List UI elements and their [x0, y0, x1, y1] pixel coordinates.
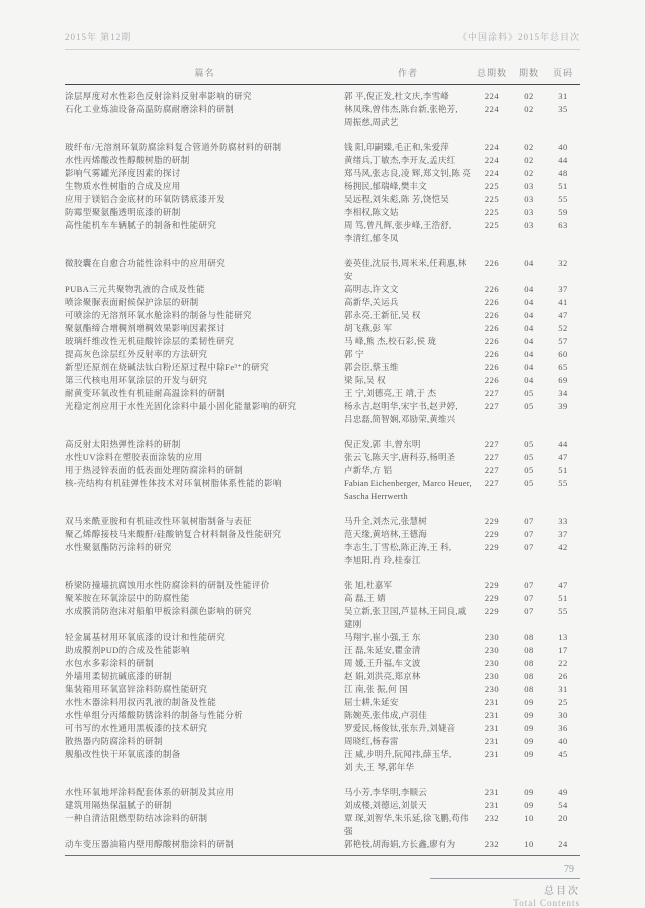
issue-number: 04 [524, 336, 534, 346]
volume-number: 230 [484, 645, 500, 655]
page-number: 47 [558, 310, 568, 320]
table-row [65, 657, 580, 670]
table-row [65, 605, 580, 631]
issue-number: 02 [524, 104, 534, 114]
volume-number: 226 [484, 336, 500, 346]
volume-number: 231 [484, 710, 500, 720]
table-row [65, 451, 580, 464]
article-authors: 高新华,关运兵 [344, 297, 399, 307]
article-authors: 屈士耕,朱延安 [344, 697, 399, 707]
article-title: 水成膜消防泡沫对船舶甲板涂料颜色影响的研究 [65, 606, 252, 616]
table-row [65, 335, 580, 348]
table-row [65, 515, 580, 528]
article-title: 影响气雾罐光泽度因素的探讨 [65, 168, 181, 178]
table-row [65, 683, 580, 696]
page-number: 57 [558, 336, 568, 346]
article-authors: 周 媛,王升福,车文波 [344, 658, 421, 668]
article-title: 防霉型聚氨酯透明底漆的研制 [65, 207, 181, 217]
page-number: 51 [558, 465, 568, 475]
page-footer [65, 864, 580, 908]
volume-number: 231 [484, 787, 500, 797]
volume-number: 229 [484, 606, 500, 616]
volume-number: 224 [484, 104, 500, 114]
volume-number: 227 [484, 452, 500, 462]
issue-number: 08 [524, 671, 534, 681]
issue-number: 05 [524, 439, 534, 449]
toc-table [65, 66, 580, 856]
table-row [65, 348, 580, 361]
page-number: 34 [558, 388, 568, 398]
table-row [65, 670, 580, 683]
page-number: 52 [558, 323, 568, 333]
article-authors: 郑马风,张志良,凌 辉,郑文钊,陈 亮 [344, 168, 472, 178]
article-title: 第三代核电用环氧涂层的开发与研究 [65, 375, 208, 385]
article-authors: 周晓红,杨春雷 [344, 736, 399, 746]
article-title: 石化工业炼油设备高温防腐耐磨涂料的研制 [65, 104, 235, 114]
issue-number: 05 [524, 388, 534, 398]
article-authors: 郭 平,倪正发,杜文庆,李雪峰 [344, 91, 450, 101]
page-number: 60 [558, 349, 568, 359]
column-header-issue: 期数 [518, 68, 539, 78]
issue-number: 03 [524, 220, 534, 230]
article-title: 水包水多彩涂料的研制 [65, 658, 155, 668]
article-title: 水性单组分丙烯酸防锈涂料的制备与性能分析 [65, 710, 244, 720]
page-number: 22 [558, 658, 568, 668]
table-row [65, 219, 580, 245]
volume-number: 230 [484, 658, 500, 668]
page-number: 39 [558, 401, 568, 411]
issue-number: 04 [524, 284, 534, 294]
article-title: 建筑用隔热保温腻子的研制 [65, 800, 172, 810]
issue-number: 08 [524, 658, 534, 668]
article-title: 高反射太阳热弹性涂料的研制 [65, 439, 181, 449]
article-title: 聚乙烯醇接枝马来酸酐/硅酸钠复合材料制备及性能研究 [65, 529, 282, 539]
article-title: 双马来酰亚胺和有机硅改性环氧树脂制备与表征 [65, 516, 252, 526]
page-number: 48 [558, 168, 568, 178]
volume-number: 226 [484, 349, 500, 359]
article-title: 用于热浸锌表面的低表面处理防腐涂料的研制 [65, 465, 244, 475]
page-number: 49 [558, 787, 568, 797]
issue-number: 09 [524, 710, 534, 720]
article-authors: 杨拥民,郁瑞峰,樊丰文 [344, 181, 427, 191]
article-authors: 江 南,张 振,何 国 [344, 684, 408, 694]
page-number: 55 [558, 478, 568, 488]
issue-number: 05 [524, 452, 534, 462]
article-title: 耐黄变环氧改性有机硅耐高温涂料的研制 [65, 388, 226, 398]
article-title: 生物质水性树脂的合成及应用 [65, 181, 181, 191]
page-number: 24 [558, 839, 568, 849]
issue-number: 04 [524, 362, 534, 372]
volume-number: 226 [484, 284, 500, 294]
page-number: 45 [558, 749, 568, 759]
volume-number: 229 [484, 580, 500, 590]
issue-number: 02 [524, 168, 534, 178]
page-number: 31 [558, 91, 568, 101]
table-row [65, 387, 580, 400]
table-row [65, 464, 580, 477]
article-authors: 杨永吉,赵明华,宋宇书,赵尹婷, 吕忠磊,简智娴,邓励荣,黄维兴 [344, 401, 458, 424]
article-authors: 梁 际,吴 权 [344, 375, 386, 385]
article-title: 助成膜剂PUD的合成及性能影响 [65, 645, 191, 655]
table-row [65, 154, 580, 167]
issue-number: 05 [524, 478, 534, 488]
page-number: 17 [558, 645, 568, 655]
volume-number: 231 [484, 800, 500, 810]
article-title: 轻金属基材用环氧底漆的设计和性能研究 [65, 632, 226, 642]
page-number: 20 [558, 813, 568, 823]
article-authors: 郭会臣,蔡玉维 [344, 362, 399, 372]
volume-number: 227 [484, 388, 500, 398]
article-title: 核-壳结构有机硅弹性体技术对环氧树脂体系性能的影响 [65, 478, 282, 488]
table-header-row [65, 66, 580, 85]
table-row [65, 257, 580, 283]
table-row [65, 812, 580, 838]
table-row [65, 193, 580, 206]
article-title: 水性UV涂料在塑胶表面涂装的应用 [65, 452, 203, 462]
issue-number: 02 [524, 91, 534, 101]
page-number: 44 [558, 439, 568, 449]
article-authors: 黄绪兵,丁敏杰,李开友,孟庆红 [344, 155, 456, 165]
volume-number: 229 [484, 516, 500, 526]
issue-number: 07 [524, 542, 534, 552]
table-row [65, 361, 580, 374]
table-row [65, 167, 580, 180]
column-header-title: 篇名 [194, 68, 215, 78]
issue-number: 05 [524, 465, 534, 475]
column-header-page: 页码 [552, 68, 573, 78]
footer-section-title-cn: 总目次 [544, 886, 580, 897]
article-authors: 马翔宇,崔小强,王 东 [344, 632, 421, 642]
article-authors: 张 旭,杜嘉军 [344, 580, 393, 590]
table-row [65, 374, 580, 387]
volume-number: 226 [484, 310, 500, 320]
volume-number: 227 [484, 478, 500, 488]
volume-number: 225 [484, 194, 500, 204]
article-title: 集装箱用环氧富锌涂料防腐性能研究 [65, 684, 208, 694]
table-row [65, 309, 580, 322]
issue-number: 09 [524, 723, 534, 733]
volume-number: 226 [484, 362, 500, 372]
volume-number: 227 [484, 439, 500, 449]
volume-number: 229 [484, 529, 500, 539]
issue-number: 07 [524, 529, 534, 539]
article-title: 散热器内防腐涂料的研制 [65, 736, 163, 746]
article-authors: Fabian Eichenberger, Marco Heuer, Sascha Herrwerth [344, 478, 472, 501]
page-number: 59 [558, 207, 568, 217]
volume-number: 224 [484, 91, 500, 101]
issue-number: 03 [524, 207, 534, 217]
article-title: 水性环氧地坪涂料配套体系的研制及其应用 [65, 787, 235, 797]
article-authors: 罗爱民,杨俊钛,张东升,刘婕音 [344, 723, 456, 733]
issue-number: 04 [524, 323, 534, 333]
issue-number: 03 [524, 194, 534, 204]
table-row [65, 528, 580, 541]
issue-number: 02 [524, 155, 534, 165]
page-number: 30 [558, 710, 568, 720]
article-authors: 张云飞,陈天宇,唐科芬,杨明圣 [344, 452, 456, 462]
article-authors: 胡飞燕,彭 军 [344, 323, 393, 333]
article-title: 聚氨酯缔合增稠剂增稠效果影响因素探讨 [65, 323, 226, 333]
article-title: 水性聚氨酯防污涂料的研究 [65, 542, 172, 552]
issue-number: 09 [524, 800, 534, 810]
page-number: 40 [558, 142, 568, 152]
issue-number: 08 [524, 632, 534, 642]
page-number: 51 [558, 181, 568, 191]
table-row [65, 400, 580, 426]
table-row [65, 283, 580, 296]
page-number: 47 [558, 452, 568, 462]
table-body [65, 85, 580, 856]
article-title: 喷涂聚脲表面耐候保护涂层的研制 [65, 297, 199, 307]
article-title: 水性丙烯酸改性醇酸树脂的研制 [65, 155, 190, 165]
table-row [65, 541, 580, 567]
issue-number: 04 [524, 310, 534, 320]
page-number: 32 [558, 258, 568, 268]
volume-number: 232 [484, 839, 500, 849]
volume-number: 224 [484, 168, 500, 178]
article-title: 聚苯胺在环氧涂层中的防腐性能 [65, 593, 190, 603]
volume-number: 225 [484, 220, 500, 230]
article-authors: 高 磊,王 婧 [344, 593, 386, 603]
article-authors: 赵 娟,刘洪亮,郑京林 [344, 671, 421, 681]
article-title: PUBA三元共聚物乳液的合成及性能 [65, 284, 205, 294]
page-number: 26 [558, 671, 568, 681]
table-row [65, 90, 580, 103]
journal-issue-label: 2015年 第12期 [65, 32, 132, 42]
volume-number: 229 [484, 593, 500, 603]
table-row [65, 748, 580, 774]
issue-number: 10 [524, 839, 534, 849]
volume-number: 226 [484, 323, 500, 333]
issue-number: 04 [524, 375, 534, 385]
journal-toc-title: 《中国涂料》2015年总目次 [457, 32, 580, 42]
page-number: 44 [558, 155, 568, 165]
issue-number: 04 [524, 258, 534, 268]
table-row [65, 592, 580, 605]
article-authors: 卢新华,方 铝 [344, 465, 393, 475]
article-authors: 马升全,刘杰元,张慧树 [344, 516, 427, 526]
issue-number: 05 [524, 401, 534, 411]
page-number: 37 [558, 284, 568, 294]
issue-number: 07 [524, 606, 534, 616]
article-authors: 郭永亮,王新征,吴 权 [344, 310, 421, 320]
article-title: 高性能机车车辆腻子的制备和性能研究 [65, 220, 217, 230]
article-title: 水性木器涂料用叔丙乳液的制备及性能 [65, 697, 217, 707]
article-authors: 李志生,丁雪松,陈正涛,王 科, 李旭阳,肖 玲,桂泰江 [344, 542, 452, 565]
page-number: 65 [558, 362, 568, 372]
table-row [65, 141, 580, 154]
article-authors: 汪 威,步明升,阮闻祎,薛玉华, 刘 夫,王 琴,郭年华 [344, 749, 452, 772]
article-authors: 钱 阳,印嗣臻,毛正和,朱爱萍 [344, 142, 450, 152]
volume-number: 230 [484, 671, 500, 681]
table-row [65, 438, 580, 451]
page-number: 37 [558, 529, 568, 539]
page-number: 31 [558, 684, 568, 694]
article-title: 一种自清洁阻燃型防结冰涂料的研制 [65, 813, 208, 823]
article-title: 提高灰色涂层红外反射率的方法研究 [65, 349, 208, 359]
article-title: 动车变压器油箱内壁用醇酸树脂涂料的研制 [65, 839, 235, 849]
column-header-author: 作者 [397, 68, 418, 78]
article-title: 新型还原剂在烧碱法钛白粉还原过程中除Fe³⁺的研究 [65, 362, 270, 372]
volume-number: 224 [484, 155, 500, 165]
volume-number: 232 [484, 813, 500, 823]
article-authors: 汪 磊,朱延安,瞿金清 [344, 645, 421, 655]
article-title: 可喷涂的无溶剂环氧水舱涂料的制备与性能研究 [65, 310, 252, 320]
issue-number: 04 [524, 297, 534, 307]
volume-number: 224 [484, 142, 500, 152]
page-number: 42 [558, 542, 568, 552]
table-row [65, 180, 580, 193]
volume-number: 231 [484, 697, 500, 707]
article-title: 桥梁防撞墙抗腐蚀用水性防腐涂料的研制及性能评价 [65, 580, 270, 590]
volume-number: 226 [484, 297, 500, 307]
article-title: 玻纤布/无溶剂环氧防腐涂料复合管道外防腐材料的研制 [65, 142, 282, 152]
issue-number: 08 [524, 684, 534, 694]
table-row [65, 206, 580, 219]
issue-number: 07 [524, 516, 534, 526]
article-authors: 吴立新,张卫国,芦显林,王同良,戚建刚 [344, 606, 467, 629]
article-authors: 郭 宁 [344, 349, 364, 359]
article-authors: 范天缘,黄培林,王德海 [344, 529, 427, 539]
article-authors: 马 峰,熊 杰,校石彩,侯 珑 [344, 336, 437, 346]
table-row [65, 296, 580, 309]
article-authors: 林凤珠,曾伟杰,陈台新,张艳芳, 周振慈,周武艺 [344, 104, 458, 127]
page-number: 51 [558, 593, 568, 603]
volume-number: 226 [484, 258, 500, 268]
article-authors: 李相权,陈文姑 [344, 207, 399, 217]
table-row [65, 103, 580, 129]
article-authors: 王 宁,刘德亮,王 靖,于 杰 [344, 388, 437, 398]
article-authors: 刘成楼,刘德运,刘景天 [344, 800, 427, 810]
article-title: 玻璃纤维改性无机硅酸锌涂层的柔韧性研究 [65, 336, 235, 346]
page-number: 40 [558, 736, 568, 746]
article-authors: 倪正发,郭 丰,曾东明 [344, 439, 421, 449]
page-header [65, 30, 580, 50]
page-number: 35 [558, 104, 568, 114]
issue-number: 09 [524, 697, 534, 707]
column-header-volume: 总期数 [476, 68, 507, 78]
page-number: 55 [558, 194, 568, 204]
page-number: 69 [558, 375, 568, 385]
article-authors: 吴远程,刘朱彪,陈 芳,饶恺吴 [344, 194, 450, 204]
issue-number: 07 [524, 593, 534, 603]
table-row [65, 799, 580, 812]
article-title: 应用于镁铝合金底材的环氧防锈底漆开发 [65, 194, 226, 204]
article-title: 舰船改性快干环氧底漆的制备 [65, 749, 181, 759]
page-number: 63 [558, 220, 568, 230]
issue-number: 09 [524, 749, 534, 759]
article-title: 外墙用柔韧抗碱底漆的研制 [65, 671, 172, 681]
table-row [65, 696, 580, 709]
issue-number: 09 [524, 736, 534, 746]
page-number: 47 [558, 580, 568, 590]
page-number: 41 [558, 297, 568, 307]
article-authors: 周 笃,曾凡辉,张步峰,王浩舒, 李清红,郁冬凤 [344, 220, 452, 243]
footer-page-number: 79 [564, 864, 574, 875]
volume-number: 225 [484, 207, 500, 217]
volume-number: 227 [484, 465, 500, 475]
page-number: 33 [558, 516, 568, 526]
article-title: 光稳定剂应用于水性光固化涂料中最小固化能量影响的研究 [65, 401, 297, 411]
volume-number: 226 [484, 375, 500, 385]
article-authors: 高明志,许文文 [344, 284, 399, 294]
table-row [65, 644, 580, 657]
table-row [65, 322, 580, 335]
table-row [65, 786, 580, 799]
volume-number: 225 [484, 181, 500, 191]
volume-number: 231 [484, 723, 500, 733]
table-row [65, 709, 580, 722]
volume-number: 227 [484, 401, 500, 411]
volume-number: 231 [484, 736, 500, 746]
volume-number: 230 [484, 632, 500, 642]
footer-rule [430, 878, 580, 879]
issue-number: 03 [524, 181, 534, 191]
article-title: 微胶囊在自愈合功能性涂料中的应用研究 [65, 258, 226, 268]
article-authors: 郭艳枝,胡海娟,方长鑫,廖有为 [344, 839, 456, 849]
page-number: 25 [558, 697, 568, 707]
page-number: 36 [558, 723, 568, 733]
table-row [65, 735, 580, 748]
issue-number: 10 [524, 813, 534, 823]
page-number: 13 [558, 632, 568, 642]
table-row [65, 838, 580, 851]
page-number: 55 [558, 606, 568, 616]
issue-number: 09 [524, 787, 534, 797]
volume-number: 231 [484, 749, 500, 759]
article-authors: 陈婉英,张伟成,卢羽佳 [344, 710, 427, 720]
footer-section-title-en: Total Contents [513, 898, 580, 908]
table-row [65, 631, 580, 644]
article-title: 涂层厚度对水性彩色反射涂料反射率影响的研究 [65, 91, 252, 101]
volume-number: 230 [484, 684, 500, 694]
article-authors: 覃 琛,刘智华,朱乐延,徐飞鹏,苟伟强 [344, 813, 469, 836]
article-authors: 姜英佳,沈辰书,周米米,任莉惠,林 安 [344, 258, 467, 281]
table-row [65, 722, 580, 735]
issue-number: 08 [524, 645, 534, 655]
issue-number: 04 [524, 349, 534, 359]
article-authors: 马小芳,李华明,李顺云 [344, 787, 427, 797]
issue-number: 07 [524, 580, 534, 590]
table-row [65, 579, 580, 592]
article-title: 可书写的水性通用黑板漆的技术研究 [65, 723, 208, 733]
page-number: 54 [558, 800, 568, 810]
table-row [65, 477, 580, 503]
volume-number: 229 [484, 542, 500, 552]
issue-number: 02 [524, 142, 534, 152]
